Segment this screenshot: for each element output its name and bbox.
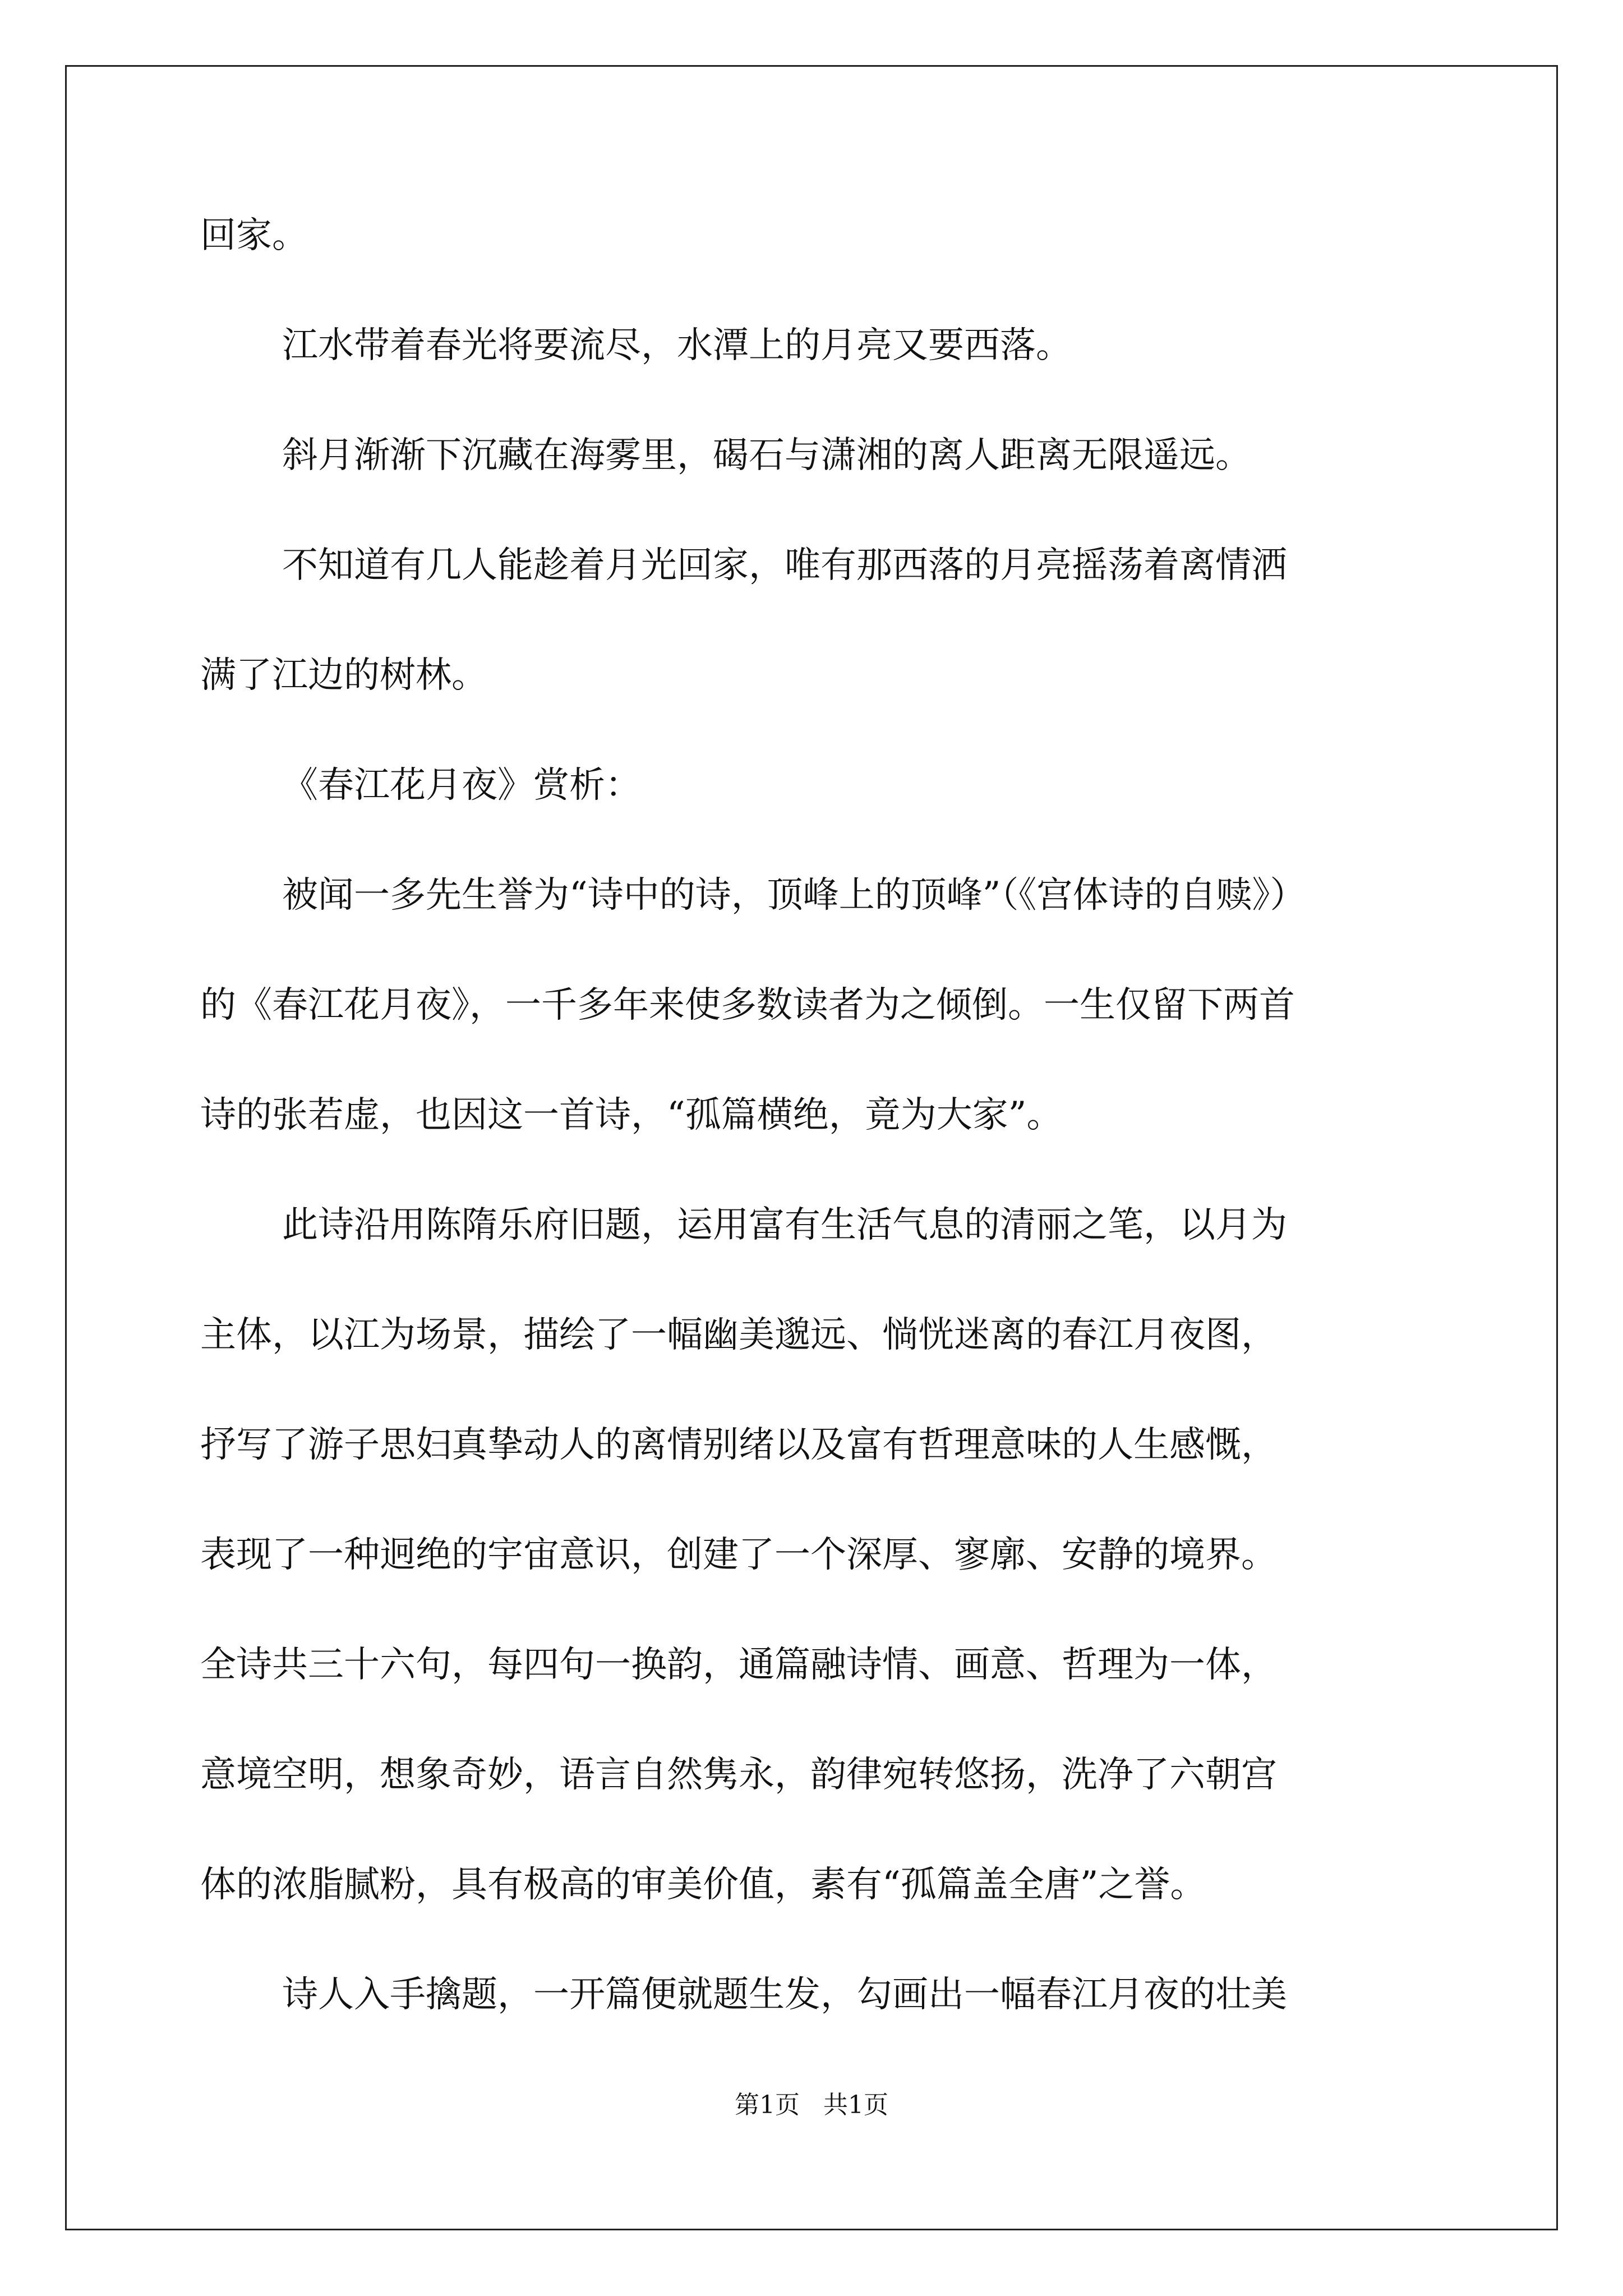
text-line-10: 此诗沿用陈隋乐府旧题，运用富有生活气息的清丽之笔，以月为 — [282, 1204, 1287, 1246]
text-line-8: 的《春江花月夜》，一千多年来使多数读者为之倾倒。一生仅留下两首 — [200, 984, 1295, 1026]
text-line-4: 不知道有几人能趁着月光回家，唯有那西落的月亮摇荡着离情洒 — [282, 545, 1287, 586]
text-line-16: 体的浓脂腻粉，具有极高的审美价值，素有“孤篇盖全唐”之誉。 — [200, 1864, 1206, 1906]
text-line-17: 诗人入手擒题，一开篇便就题生发，勾画出一幅春江月夜的壮美 — [282, 1974, 1287, 2016]
text-line-12: 抒写了游子思妇真挚动人的离情别绪以及富有哲理意味的人生感慨， — [200, 1424, 1277, 1466]
text-line-1: 回家。 — [200, 215, 308, 256]
page-footer: 第1页 共1页 — [735, 2091, 888, 2119]
text-line-2: 江水带着春光将要流尽，水潭上的月亮又要西落。 — [282, 325, 1072, 366]
text-line-9: 诗的张若虚，也因这一首诗，“孤篇横绝，竟为大家”。 — [200, 1094, 1063, 1136]
text-line-15: 意境空明，想象奇妙，语言自然隽永，韵律宛转悠扬，洗净了六朝宫 — [200, 1754, 1277, 1796]
text-line-13: 表现了一种迥绝的宇宙意识，创建了一个深厚、寥廓、安静的境界。 — [200, 1534, 1277, 1576]
text-line-11: 主体，以江为场景，描绘了一幅幽美邈远、惝恍迷离的春江月夜图， — [200, 1314, 1277, 1356]
text-line-14: 全诗共三十六句，每四句一换韵，通篇融诗情、画意、哲理为一体， — [200, 1644, 1277, 1686]
text-line-5: 满了江边的树林。 — [200, 655, 487, 696]
text-line-7: 被闻一多先生誉为“诗中的诗，顶峰上的顶峰”（《宫体诗的自赎》） — [282, 875, 1306, 916]
section-heading: 《春江花月夜》赏析： — [282, 765, 641, 806]
text-line-3: 斜月渐渐下沉藏在海雾里，碣石与潇湘的离人距离无限遥远。 — [282, 435, 1251, 476]
